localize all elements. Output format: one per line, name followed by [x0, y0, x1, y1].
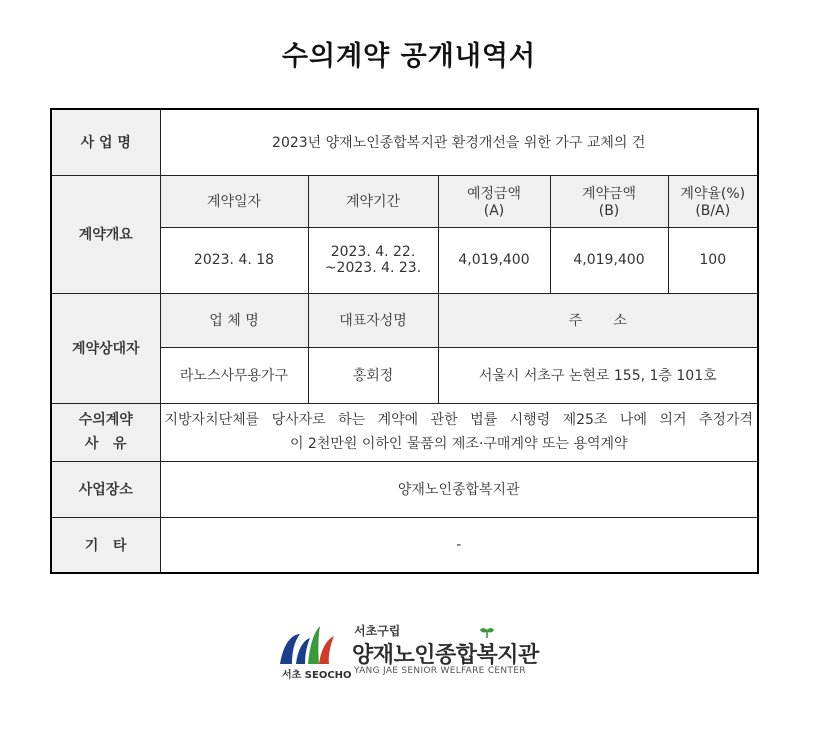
- overview-header-row: [51, 175, 758, 227]
- header-contract-line2: (B): [598, 203, 620, 219]
- header-representative: 대표자성명: [308, 293, 438, 347]
- header-contract-amount: [550, 175, 668, 227]
- header-contract-line1: 계약금액: [581, 186, 637, 202]
- header-estimated-amount: [438, 175, 550, 227]
- location-label: 사업장소: [51, 461, 160, 517]
- value-contract-amount: 4,019,400: [550, 227, 668, 293]
- reason-label: [51, 403, 160, 461]
- header-estimated-line2: (A): [483, 203, 505, 219]
- document-title: 수의계약 공개내역서: [281, 41, 537, 72]
- header-contract-period: 계약기간: [308, 175, 438, 227]
- center-logo: [274, 620, 544, 680]
- location-row: [51, 461, 758, 517]
- value-contract-rate: 100: [668, 227, 758, 293]
- logo-emblem-icon: [274, 620, 350, 666]
- reason-line2: 이 2천만원 이하인 물품의 제조·구매계약 또는 용역계약: [289, 436, 628, 452]
- header-contract-date: 계약일자: [160, 175, 308, 227]
- header-estimated-line1: 예정금액: [466, 186, 522, 202]
- period-line1: 2023. 4. 22.: [330, 244, 416, 260]
- location-value: 양재노인종합복지관: [160, 461, 758, 517]
- project-label: 사 업 명: [51, 109, 160, 175]
- logo-english: YANG JAE SENIOR WELFARE CENTER: [354, 666, 526, 676]
- counterparty-label: 계약상대자: [51, 293, 160, 403]
- header-company: 업 체 명: [160, 293, 308, 347]
- project-value: 2023년 양재노인종합복지관 환경개선을 위한 가구 교체의 건: [160, 109, 758, 175]
- counterparty-header-row: [51, 293, 758, 347]
- logo-name: 양재노인종합복지관: [352, 643, 539, 668]
- reason-label-line2: 사 유: [84, 436, 127, 452]
- value-representative: 홍회정: [308, 347, 438, 403]
- header-rate-line2: (B/A): [695, 203, 731, 219]
- reason-line1: 지방자치단체를 당사자로 하는 계약에 관한 법률 시행령 제25조 나에 의거 추정가격: [164, 412, 753, 428]
- header-address: 주 소: [438, 293, 758, 347]
- value-address: 서울시 서초구 논현로 155, 1층 101호: [438, 347, 758, 403]
- etc-row: [51, 517, 758, 573]
- value-contract-date: 2023. 4. 18: [160, 227, 308, 293]
- etc-label: 기 타: [51, 517, 160, 573]
- value-contract-period: [308, 227, 438, 293]
- reason-row: [51, 403, 758, 461]
- logo-seocho: 서초 SEOCHO: [282, 670, 352, 681]
- header-rate-line1: 계약율(%): [680, 186, 746, 202]
- overview-label: 계약개요: [51, 175, 160, 293]
- reason-label-line1: 수의계약: [78, 412, 133, 428]
- value-company: 라노스사무용가구: [160, 347, 308, 403]
- period-line2: ~2023. 4. 23.: [324, 260, 422, 276]
- value-estimated-amount: 4,019,400: [438, 227, 550, 293]
- project-row: [51, 109, 758, 175]
- reason-value: [160, 403, 758, 461]
- leaf-icon: [480, 626, 494, 638]
- contract-table: [50, 108, 759, 574]
- header-contract-rate: [668, 175, 758, 227]
- logo-district: 서초구립: [354, 624, 401, 638]
- etc-value: -: [160, 517, 758, 573]
